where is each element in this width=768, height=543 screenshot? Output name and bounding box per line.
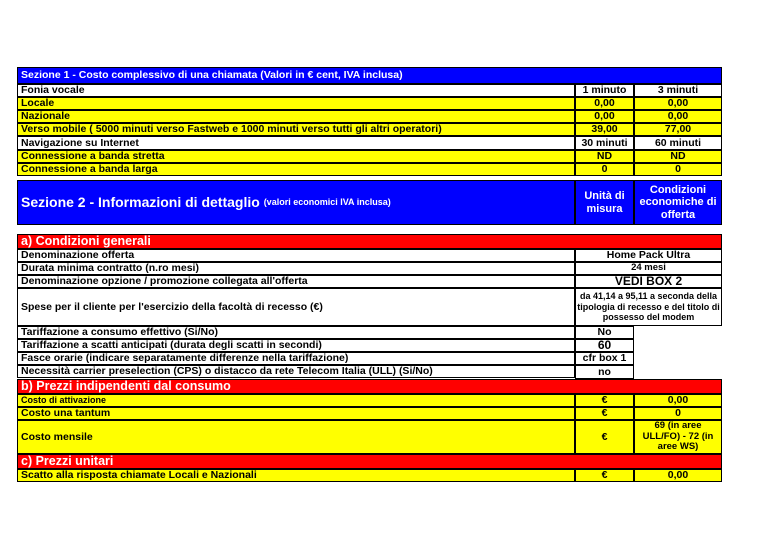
row-label-banda-stretta: Connessione a banda stretta	[17, 150, 575, 163]
value-mobile-3: 77,00	[634, 123, 722, 136]
row-label-mobile: Verso mobile ( 5000 minuti verso Fastweb e 1000 minuti verso tutti gli altri operatori)	[17, 123, 575, 136]
row-label-mensile: Costo mensile	[17, 420, 575, 454]
header-1-minuto: 1 minuto	[575, 84, 634, 97]
row-label-scatto-risposta: Scatto alla risposta chiamate Locali e Nazionali	[17, 469, 575, 482]
value-nazionale-1: 0,00	[575, 110, 634, 123]
value-banda-larga-2: 0	[634, 163, 722, 176]
value-nazionale-3: 0,00	[634, 110, 722, 123]
row-label-denominazione: Denominazione offerta	[17, 249, 575, 262]
header-condizioni: Condizioni economiche di offerta	[634, 180, 722, 225]
sectionA-title: a) Condizioni generali	[17, 234, 722, 249]
header-unita-misura: Unità di misura	[575, 180, 634, 225]
row-label-nazionale: Nazionale	[17, 110, 575, 123]
value-mensile: 69 (in aree ULL/FO) - 72 (in aree WS)	[634, 420, 722, 454]
value-attivazione: 0,00	[634, 394, 722, 407]
value-scatti: 60	[575, 339, 634, 352]
value-mobile-1: 39,00	[575, 123, 634, 136]
value-denominazione: Home Pack Ultra	[575, 249, 722, 262]
value-fasce: cfr box 1	[575, 352, 634, 365]
row-label-attivazione: Costo di attivazione	[17, 394, 575, 407]
row-label-cps: Necessità carrier preselection (CPS) o distacco da rete Telecom Italia (ULL) (Si/No)	[17, 365, 575, 378]
unit-scatto-risposta: €	[575, 469, 634, 482]
unit-mensile: €	[575, 420, 634, 454]
value-durata: 24 mesi	[575, 262, 722, 275]
section2-title-text: Sezione 2 - Informazioni di dettaglio	[21, 194, 260, 211]
row-label-locale: Locale	[17, 97, 575, 110]
section2-title	[17, 180, 575, 225]
unit-una-tantum: €	[575, 407, 634, 420]
value-cps: no	[575, 365, 634, 379]
value-banda-larga-1: 0	[575, 163, 634, 176]
value-una-tantum: 0	[634, 407, 722, 420]
row-label-banda-larga: Connessione a banda larga	[17, 163, 575, 176]
value-opzione: VEDI BOX 2	[575, 275, 722, 288]
row-label-navigazione: Navigazione su Internet	[17, 136, 575, 150]
unit-attivazione: €	[575, 394, 634, 407]
row-label-scatti: Tariffazione a scatti anticipati (durata degli scatti in secondi)	[17, 339, 575, 352]
row-label-recesso: Spese per il cliente per l'esercizio della facoltà di recesso (€)	[17, 288, 575, 326]
section1-title: Sezione 1 - Costo complessivo di una chiamata (Valori in € cent, IVA inclusa)	[17, 67, 722, 84]
value-consumo: No	[575, 326, 634, 339]
row-label-consumo: Tariffazione a consumo effettivo (Si/No)	[17, 326, 575, 339]
value-banda-stretta-1: ND	[575, 150, 634, 163]
value-locale-3: 0,00	[634, 97, 722, 110]
sectionC-title: c) Prezzi unitari	[17, 454, 722, 469]
header-60-minuti: 60 minuti	[634, 136, 722, 150]
row-label-fonia: Fonia vocale	[17, 84, 575, 97]
sectionB-title: b) Prezzi indipendenti dal consumo	[17, 379, 722, 394]
row-label-fasce: Fasce orarie (indicare separatamente differenze nella tariffazione)	[17, 352, 575, 365]
row-label-durata: Durata minima contratto (n.ro mesi)	[17, 262, 575, 275]
section2-title-note: (valori economici IVA inclusa)	[263, 197, 391, 208]
value-scatto-risposta: 0,00	[634, 469, 722, 482]
row-label-una-tantum: Costo una tantum	[17, 407, 575, 420]
header-30-minuti: 30 minuti	[575, 136, 634, 150]
value-banda-stretta-2: ND	[634, 150, 722, 163]
value-recesso: da 41,14 a 95,11 a seconda della tipologia di recesso e del titolo di possesso del modem	[575, 288, 722, 326]
header-3-minuti: 3 minuti	[634, 84, 722, 97]
row-label-opzione: Denominazione opzione / promozione collegata all'offerta	[17, 275, 575, 288]
value-locale-1: 0,00	[575, 97, 634, 110]
